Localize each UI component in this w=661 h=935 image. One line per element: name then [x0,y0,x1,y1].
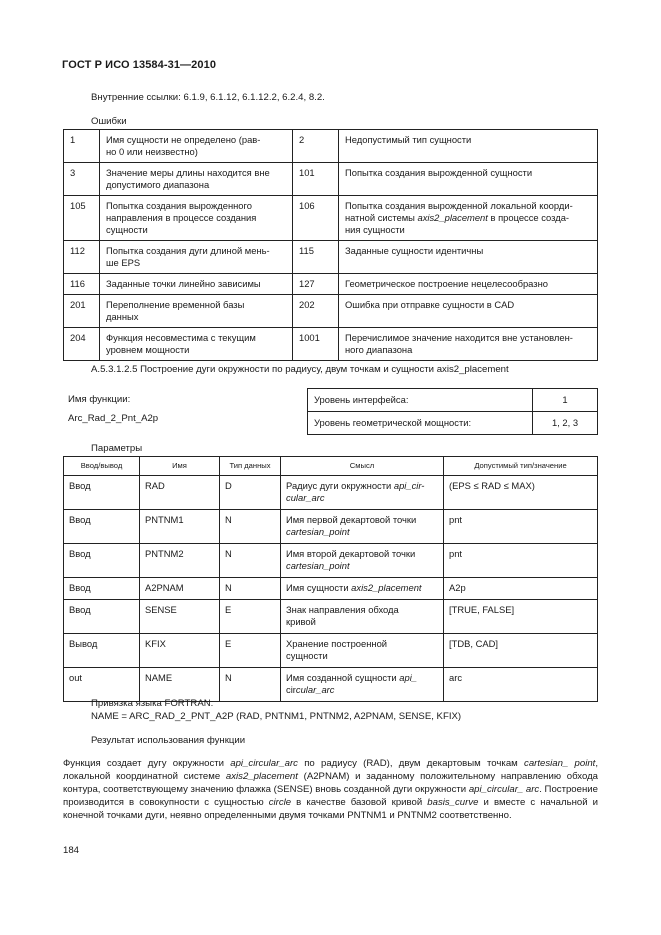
error-text: Недопустимый тип сущности [339,130,598,163]
header-value: Допустимый тип/значение [444,457,598,476]
fortran-title: Привязка языка FORTRAN: [91,698,214,709]
param-io: Ввод [64,544,140,578]
param-value: pnt [444,544,598,578]
level-row [308,389,598,412]
params-table [63,456,598,702]
errors-title: Ошибки [91,116,127,127]
fortran-call: NAME = ARC_RAD_2_PNT_A2P (RAD, PNTNM1, PNTNM2, A2PNAM, SENSE, KFIX) [91,711,462,722]
param-io: out [64,668,140,702]
header-meaning: Смысл [281,457,444,476]
error-code: 1 [64,130,100,163]
param-value: A2p [444,578,598,600]
param-type: E [220,600,281,634]
param-type: D [220,476,281,510]
param-value: (EPS ≤ RAD ≤ MAX) [444,476,598,510]
param-name: A2PNAM [140,578,220,600]
param-name: NAME [140,668,220,702]
error-code: 201 [64,295,100,328]
result-line: Функция создает дугу окружности api_circular_arc по радиусу (RAD), двум декартовым точкам cartesian_ point, локальной координатной системе axis2_placement (A2PNAM) и заданному положительному направлению обхода контура, соответствующему значению флажка (SENSE) вновь созданной дуги окружности api_circular_ arc. Построение производится в совокупности с сущностью circle в качестве базовой кривой basis_curve и вместе с начальной и конечной точками дуги, неявно определенными двумя точками PNTNM1 и PNTNM2 соответственно. [63,758,599,821]
error-code: 105 [64,196,100,241]
header-io: Ввод/вывод [64,457,140,476]
error-text: Функция несовместима с текущим уровнем мощности [100,328,293,361]
error-row [64,196,598,241]
error-code: 2 [293,130,339,163]
param-meaning: Хранение построенной сущности [281,634,444,668]
param-type: N [220,510,281,544]
errors-table [63,129,598,361]
param-row [64,476,598,510]
error-code: 204 [64,328,100,361]
error-row [64,274,598,295]
header-type: Тип данных [220,457,281,476]
param-value: [TRUE, FALSE] [444,600,598,634]
param-meaning: Имя созданной сущности api_ circular_arc [281,668,444,702]
level-value: 1, 2, 3 [533,412,598,435]
param-meaning: Имя первой декартовой точки cartesian_point [281,510,444,544]
level-label: Уровень геометрической мощности: [308,412,533,435]
param-value: pnt [444,510,598,544]
params-title: Параметры [91,443,143,454]
param-meaning: Имя сущности axis2_placement [281,578,444,600]
error-row [64,241,598,274]
error-text: Ошибка при отправке сущности в CAD [339,295,598,328]
error-text: Заданные сущности идентичны [339,241,598,274]
param-value: arc [444,668,598,702]
param-row [64,578,598,600]
param-row [64,600,598,634]
error-row [64,328,598,361]
header-name: Имя [140,457,220,476]
param-row [64,634,598,668]
error-text: Заданные точки линейно зависимы [100,274,293,295]
param-name: PNTNM2 [140,544,220,578]
error-text: Переполнение временной базы данных [100,295,293,328]
result-title: Результат использования функции [91,735,246,746]
param-row [64,510,598,544]
param-type: N [220,578,281,600]
error-code: 115 [293,241,339,274]
param-type: N [220,544,281,578]
page-number: 184 [63,845,80,856]
document-header: ГОСТ Р ИСО 13584-31—2010 [62,59,217,71]
param-name: RAD [140,476,220,510]
param-name: SENSE [140,600,220,634]
param-type: N [220,668,281,702]
error-code: 127 [293,274,339,295]
error-text: Перечислимое значение находится вне установлен- ного диапазона [339,328,598,361]
param-io: Ввод [64,476,140,510]
error-text: Геометрическое построение нецелесообразно [339,274,598,295]
error-row [64,130,598,163]
level-row [308,412,598,435]
param-meaning: Радиус дуги окружности api_cir- cular_arc [281,476,444,510]
param-io: Ввод [64,600,140,634]
error-text: Попытка создания вырожденной локальной коорди- натной системы axis2_placement в процессе созда- ния сущности [339,196,598,241]
error-code: 3 [64,163,100,196]
param-row [64,544,598,578]
levels-table [307,388,598,435]
result-text [63,757,598,822]
error-text: Попытка создания вырожденного направления в процессе создания сущности [100,196,293,241]
param-meaning: Имя второй декартовой точки cartesian_point [281,544,444,578]
error-text: Имя сущности не определено (рав- но 0 или неизвестно) [100,130,293,163]
function-name-label: Имя функции: [68,394,131,405]
error-code: 202 [293,295,339,328]
section-title: A.5.3.1.2.5 Построение дуги окружности по радиусу, двум точкам и сущности axis2_placement [91,364,509,375]
internal-references: Внутренние ссылки: 6.1.9, 6.1.12, 6.1.12.2, 6.2.4, 8.2. [91,92,325,103]
level-value: 1 [533,389,598,412]
error-code: 106 [293,196,339,241]
param-name: KFIX [140,634,220,668]
error-text: Попытка создания дуги длиной мень- ше EPS [100,241,293,274]
function-name: Arc_Rad_2_Pnt_A2p [68,413,159,424]
level-label: Уровень интерфейса: [308,389,533,412]
param-io: Ввод [64,510,140,544]
params-header-row [64,457,598,476]
error-text: Значение меры длины находится вне допустимого диапазона [100,163,293,196]
param-io: Вывод [64,634,140,668]
param-meaning: Знак направления обхода кривой [281,600,444,634]
error-code: 116 [64,274,100,295]
param-type: E [220,634,281,668]
error-row [64,295,598,328]
error-text: Попытка создания вырожденной сущности [339,163,598,196]
error-code: 101 [293,163,339,196]
error-code: 112 [64,241,100,274]
error-code: 1001 [293,328,339,361]
param-name: PNTNM1 [140,510,220,544]
param-io: Ввод [64,578,140,600]
error-row [64,163,598,196]
param-value: [TDB, CAD] [444,634,598,668]
